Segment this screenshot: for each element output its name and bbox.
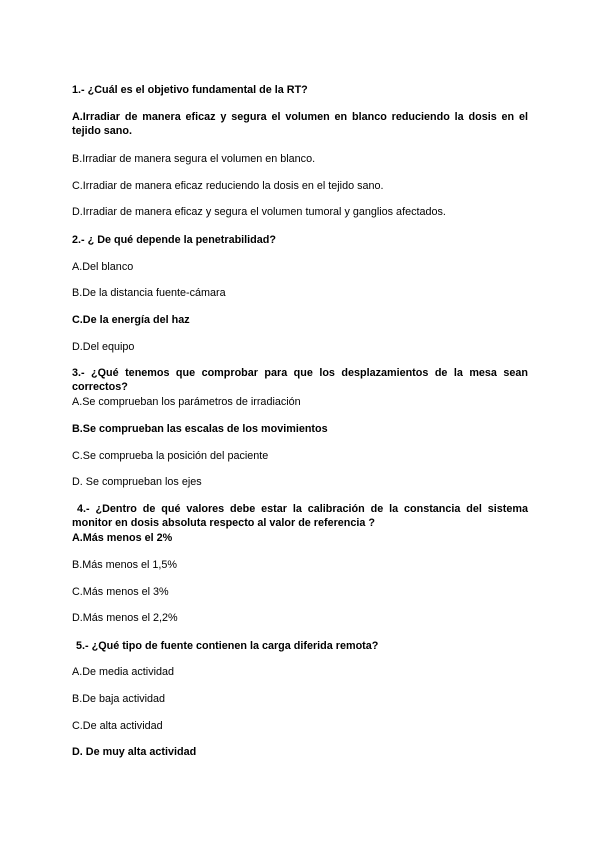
question-5-option-c: C.De alta actividad — [72, 720, 163, 732]
question-1-option-a: A.Irradiar de manera eficaz y segura el volumen en blanco reduciendo la dosis en el tejido sano. — [72, 111, 528, 137]
question-1: 1.- ¿Cuál es el objetivo fundamental de la RT? — [72, 84, 308, 96]
question-2-option-a: A.Del blanco — [72, 261, 134, 273]
question-3-option-d: D. Se comprueban los ejes — [72, 476, 202, 488]
question-2-option-b: B.De la distancia fuente-cámara — [72, 287, 226, 299]
question-4-option-a: A.Más menos el 2% — [72, 532, 173, 544]
question-3-option-a: A.Se comprueban los parámetros de irradiación — [72, 396, 301, 408]
question-4-option-d: D.Más menos el 2,2% — [72, 612, 178, 624]
question-5-option-d: D. De muy alta actividad — [72, 746, 197, 758]
question-4: 4.- ¿Dentro de qué valores debe estar la calibración de la constancia del sistema monitor en dosis absoluta respecto al valor de referencia ? — [72, 503, 528, 529]
question-1-option-b: B.Irradiar de manera segura el volumen en blanco. — [72, 153, 316, 165]
question-1-option-d: D.Irradiar de manera eficaz y segura el volumen tumoral y ganglios afectados. — [72, 206, 446, 218]
question-2: 2.- ¿ De qué depende la penetrabilidad? — [72, 234, 276, 246]
question-1-option-c: C.Irradiar de manera eficaz reduciendo la dosis en el tejido sano. — [72, 180, 384, 192]
question-2-option-d: D.Del equipo — [72, 341, 135, 353]
question-2-option-c: C.De la energía del haz — [72, 314, 190, 326]
question-4-option-b: B.Más menos el 1,5% — [72, 559, 178, 571]
question-4-option-c: C.Más menos el 3% — [72, 586, 169, 598]
question-5-option-a: A.De media actividad — [72, 666, 175, 678]
question-3-option-b: B.Se comprueban las escalas de los movimientos — [72, 423, 328, 435]
question-3-option-c: C.Se comprueba la posición del paciente — [72, 450, 269, 462]
question-5: 5.- ¿Qué tipo de fuente contienen la carga diferida remota? — [76, 640, 379, 652]
question-5-option-b: B.De baja actividad — [72, 693, 166, 705]
question-3: 3.- ¿Qué tenemos que comprobar para que los desplazamientos de la mesa sean correctos? — [72, 367, 528, 393]
